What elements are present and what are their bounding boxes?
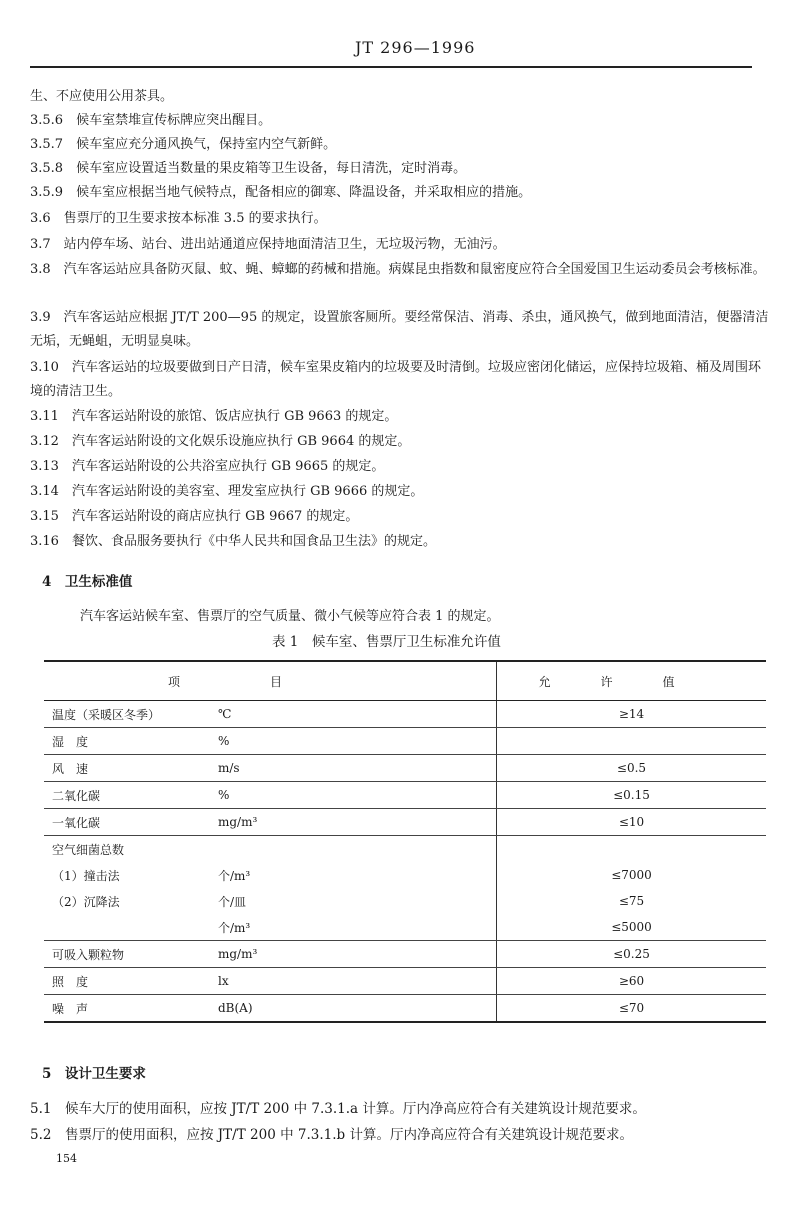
hygiene-standard-table: [44, 660, 766, 1023]
clause-3-15: 3.15 汽车客运站附设的商店应执行 GB 9667 的规定。: [30, 509, 359, 524]
table-caption: 表 1 候车室、售票厅卫生标准允许值: [272, 634, 501, 650]
standard-code-header: JT 296—1996: [355, 38, 476, 57]
allowed-value-cell: [497, 836, 767, 863]
unit-cell: 个/m³: [210, 862, 497, 888]
column-header-allowed-value: 允许值: [497, 661, 767, 701]
clause-5-2: 5.2 售票厅的使用面积，应按 JT/T 200 中 7.3.1.b 计算。厅内净高应符合有关建筑设计规范要求。: [30, 1127, 633, 1143]
unit-cell: %: [210, 728, 497, 755]
allowed-value-cell: ≥14: [497, 701, 767, 728]
clause-3-8: 3.8 汽车客运站应具备防灭鼠、蚊、蝇、蟑螂的药械和措施。病媒昆虫指数和鼠密度应符合全国爱国卫生运动委员会考核标准。: [30, 262, 766, 277]
unit-cell: 个/m³: [210, 914, 497, 941]
clause-3-16: 3.16 餐饮、食品服务要执行《中华人民共和国食品卫生法》的规定。: [30, 534, 436, 549]
section-4-title: 4 卫生标准值: [42, 574, 133, 590]
table-row: [44, 809, 766, 836]
clause-3-13: 3.13 汽车客运站附设的公共浴室应执行 GB 9665 的规定。: [30, 459, 385, 474]
unit-cell: ℃: [210, 701, 497, 728]
item-name-cell: 二氧化碳: [44, 782, 210, 809]
allowed-value-cell: ≤0.25: [497, 941, 767, 968]
table-row: [44, 968, 766, 995]
unit-cell: lx: [210, 968, 497, 995]
item-name-cell: （1）撞击法: [52, 868, 120, 883]
table-row: [44, 941, 766, 968]
header-rule: [30, 66, 752, 68]
item-name-cell: 可吸入颗粒物: [44, 941, 210, 968]
unit-cell: mg/m³: [210, 809, 497, 836]
unit-cell: m/s: [210, 755, 497, 782]
clause-3-12: 3.12 汽车客运站附设的文化娱乐设施应执行 GB 9664 的规定。: [30, 434, 411, 449]
clause-3-7: 3.7 站内停车场、站台、进出站通道应保持地面清洁卫生，无垃圾污物，无油污。: [30, 237, 506, 252]
table-row: [44, 862, 766, 888]
allowed-value-cell: ≤5000: [497, 914, 767, 941]
section-4-intro: 汽车客运站候车室、售票厅的空气质量、微小气候等应符合表 1 的规定。: [80, 609, 500, 624]
clause-3-14: 3.14 汽车客运站附设的美容室、理发室应执行 GB 9666 的规定。: [30, 484, 424, 499]
table-row: [44, 888, 766, 914]
allowed-value-cell: ≤70: [618, 1001, 645, 1015]
clause-3-6: 3.6 售票厅的卫生要求按本标准 3.5 的要求执行。: [30, 211, 327, 226]
unit-cell: 个/皿: [210, 888, 497, 914]
item-name-cell: [44, 914, 210, 941]
allowed-value-cell: ≤75: [618, 894, 645, 908]
unit-cell: mg/m³: [210, 941, 497, 968]
allowed-value-cell: ≤0.15: [497, 782, 767, 809]
text-line: 生、不应使用公用茶具。: [30, 89, 174, 104]
table-row: [44, 755, 766, 782]
item-name-cell: 空气细菌总数: [52, 842, 125, 857]
item-name-cell: 湿 度: [44, 728, 210, 755]
clause-5-1: 5.1 候车大厅的使用面积，应按 JT/T 200 中 7.3.1.a 计算。厅内净高应符合有关建筑设计规范要求。: [30, 1101, 646, 1117]
unit-cell: dB(A): [210, 995, 497, 1023]
allowed-value-cell: [497, 728, 767, 755]
allowed-value-cell: ≤0.5: [497, 755, 767, 782]
item-name-cell: 一氧化碳: [44, 809, 210, 836]
allowed-value-cell: ≥60: [497, 968, 767, 995]
item-name-cell: 噪 声: [52, 1001, 89, 1016]
clause-3-11: 3.11 汽车客运站附设的旅馆、饭店应执行 GB 9663 的规定。: [30, 409, 398, 424]
column-header-item: 项目: [44, 661, 497, 701]
table-row: [44, 836, 766, 863]
clause-3-5-7: 3.5.7 候车室应充分通风换气，保持室内空气新鲜。: [30, 137, 337, 152]
allowed-value-cell: ≤10: [497, 809, 767, 836]
page-number: 154: [56, 1152, 77, 1165]
unit-cell: [210, 836, 497, 863]
item-name-cell: 温度（采暖区冬季）: [44, 701, 210, 728]
clause-3-5-6: 3.5.6 候车室禁堆宣传标牌应突出醒目。: [30, 113, 272, 128]
item-name-cell: 照 度: [44, 968, 210, 995]
table-row: [44, 701, 766, 728]
item-name-cell: 风 速: [44, 755, 210, 782]
item-name-cell: （2）沉降法: [52, 894, 120, 909]
clause-3-10: 3.10 汽车客运站的垃圾要做到日产日清，候车室果皮箱内的垃圾要及时清倒。垃圾应密闭化储运，应保持垃圾箱、桶及周围环境的清洁卫生。: [30, 360, 761, 399]
table-row: [44, 728, 766, 755]
clause-3-9: 3.9 汽车客运站应根据 JT/T 200—95 的规定，设置旅客厕所。要经常保洁、消毒、杀虫，通风换气，做到地面清洁，便器清洁无垢，无蝇蛆，无明显臭味。: [30, 310, 769, 349]
section-5-title: 5 设计卫生要求: [42, 1066, 146, 1082]
table-row: [44, 914, 766, 941]
allowed-value-cell: ≤7000: [611, 868, 652, 882]
unit-cell: %: [210, 782, 497, 809]
table-row: [44, 995, 766, 1023]
clause-3-5-9: 3.5.9 候车室应根据当地气候特点，配备相应的御寒、降温设备，并采取相应的措施。: [30, 185, 532, 200]
table-row: [44, 782, 766, 809]
clause-3-5-8: 3.5.8 候车室应设置适当数量的果皮箱等卫生设备，每日清洗，定时消毒。: [30, 161, 467, 176]
